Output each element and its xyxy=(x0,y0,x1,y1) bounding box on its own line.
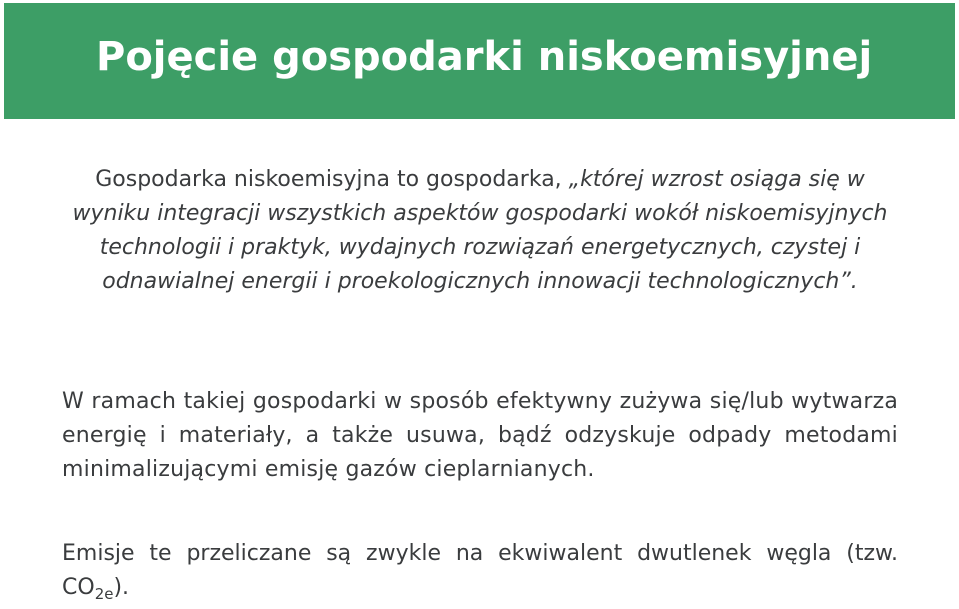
definition-quote: „której wzrost osiąga się w wyniku integracji wszystkich aspektów gospodarki wokół niskoemisyjnych technologii i praktyk, wydajnych rozwiązań energetycznych, czystej i odnawialnej energii i proekologicznych innowacji technologicznych”. xyxy=(72,167,888,294)
page-title: Pojęcie gospodarki niskoemisyjnej xyxy=(96,34,873,80)
body-paragraph-2 xyxy=(62,537,898,605)
co2e-formula xyxy=(62,575,114,603)
co2-subscript: 2e xyxy=(94,585,114,603)
emission-text: Emisje te przeliczane są zwykle na ekwiwalent dwutlenek węgla (tzw. xyxy=(62,541,898,566)
closing-punctuation: ). xyxy=(113,575,130,600)
title-banner xyxy=(4,3,955,119)
co2-base: CO xyxy=(62,575,95,600)
definition-paragraph xyxy=(60,163,900,299)
definition-intro: Gospodarka niskoemisyjna to gospodarka, xyxy=(95,167,569,192)
body-paragraph-1: W ramach takiej gospodarki w sposób efektywny zużywa się/lub wytwarza energię i materiały, a także usuwa, bądź odzyskuje odpady metodami minimalizującymi emisję gazów cieplarnianych. xyxy=(62,389,898,482)
